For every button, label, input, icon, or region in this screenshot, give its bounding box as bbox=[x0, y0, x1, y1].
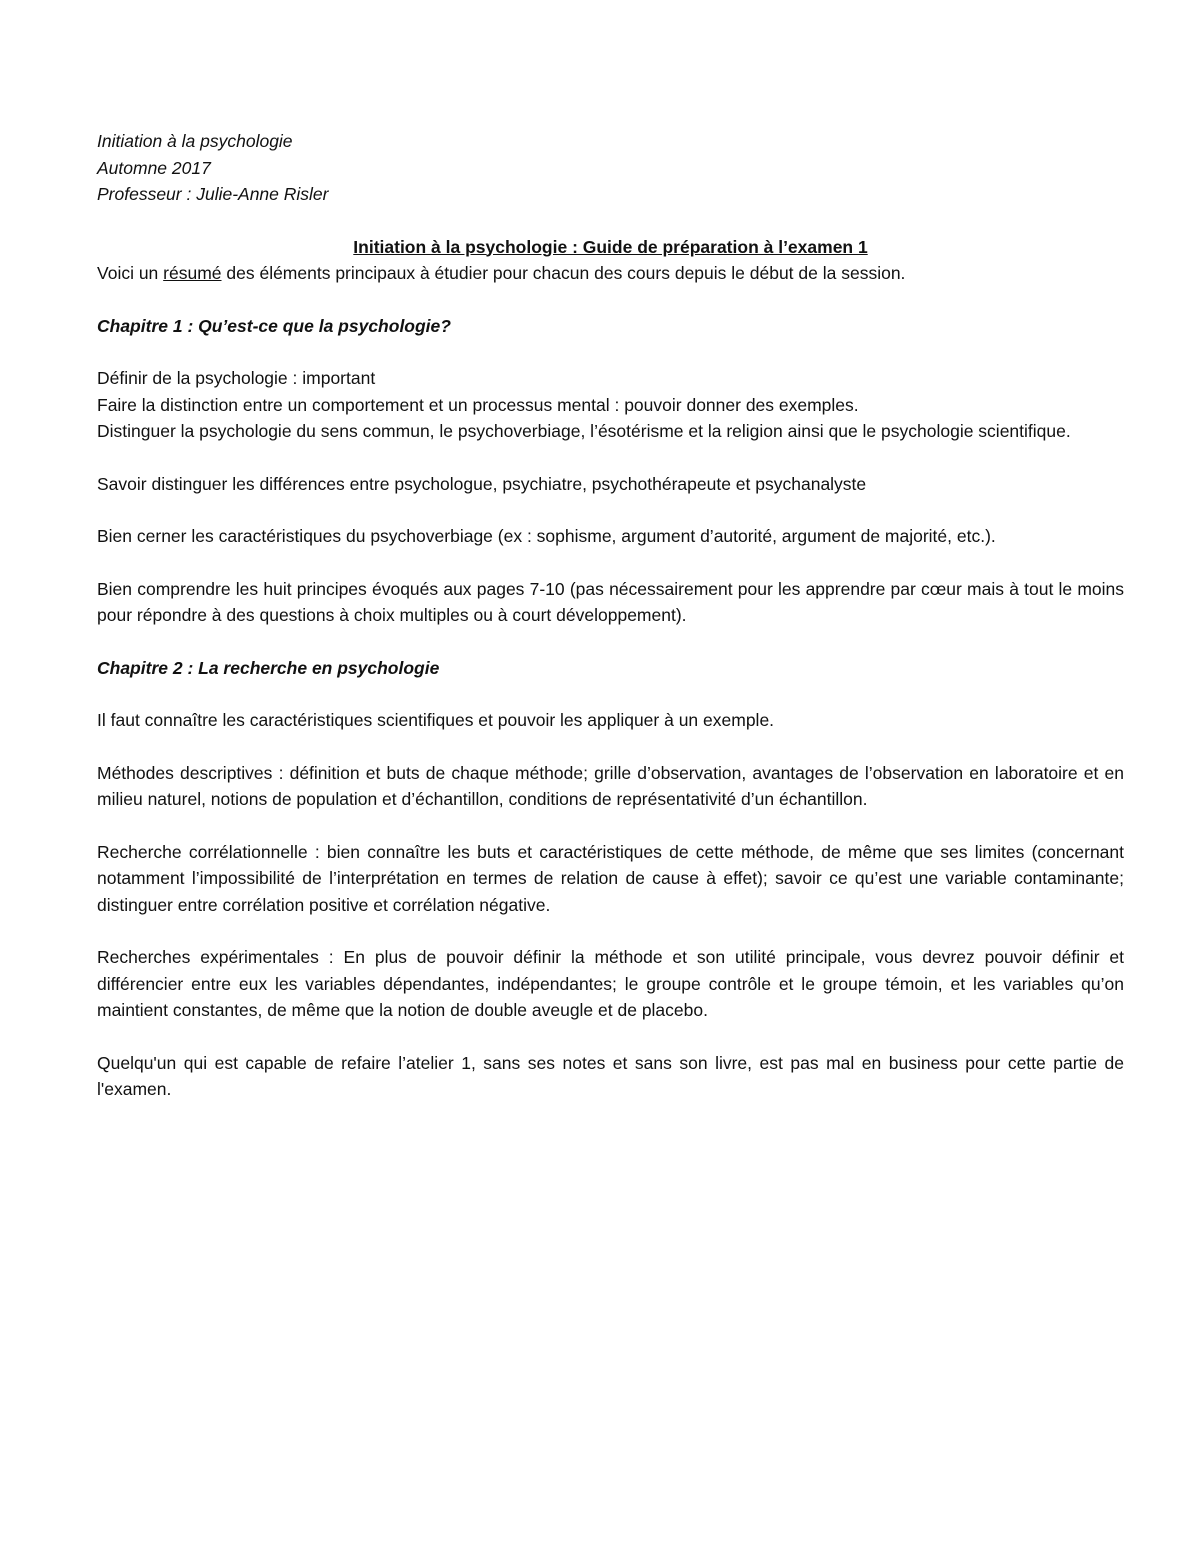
chapter-1-paragraph: Bien comprendre les huit principes évoqués aux pages 7-10 (pas nécessairement pour les apprendre par cœur mais à tout le moins pour répondre à des questions à choix multiples ou à court développement). bbox=[97, 578, 1124, 625]
chapter-2-paragraph: Il faut connaître les caractéristiques scientifiques et pouvoir les appliquer à un exemple. bbox=[97, 710, 775, 730]
chapter-1-heading: Chapitre 1 : Qu’est-ce que la psychologie? bbox=[97, 315, 451, 336]
chapter-2-paragraph: Méthodes descriptives : définition et buts de chaque méthode; grille d’observation, avantages de l’observation en laboratoire et en milieu naturel, notions de population et d’échantillon, conditions de représentativité d’un échantillon. bbox=[97, 762, 1124, 809]
chapter-1-paragraph: Définir de la psychologie : important bbox=[97, 368, 376, 388]
intro-text-before: Voici un bbox=[97, 263, 164, 283]
chapter-2-paragraph: Recherche corrélationnelle : bien connaître les buts et caractéristiques de cette méthode, de même que ses limites (concernant notamment l’impossibilité de l’interprétation en termes de relation de cause à effet); savoir ce qu’est une variable contaminante; distinguer entre corrélation positive et corrélation négative. bbox=[97, 841, 1124, 915]
term: Automne 2017 bbox=[97, 157, 211, 178]
chapter-2-heading: Chapitre 2 : La recherche en psychologie bbox=[97, 657, 440, 678]
document-page bbox=[97, 128, 1124, 1103]
chapter-2-paragraph: Recherches expérimentales : En plus de pouvoir définir la méthode et son utilité principale, vous devrez pouvoir définir et différencier entre eux les variables dépendantes, indépendantes; le groupe contrôle et le groupe témoin, et les variables qu’on maintient constantes, de même que la notion de double aveugle et de placebo. bbox=[97, 947, 1124, 1020]
course-name: Initiation à la psychologie bbox=[97, 131, 293, 151]
chapter-1-paragraph: Distinguer la psychologie du sens commun, le psychoverbiage, l’ésotérisme et la religion ainsi que le psychologie scientifique. bbox=[97, 421, 1071, 441]
chapter-2-paragraph: Quelqu'un qui est capable de refaire l’atelier 1, sans ses notes et sans son livre, est pas mal en business pour cette partie de l'examen. bbox=[97, 1052, 1124, 1099]
intro-underlined-word: résumé bbox=[163, 263, 222, 283]
chapter-1-paragraph: Savoir distinguer les différences entre psychologue, psychiatre, psychothérapeute et psychanalyste bbox=[97, 473, 867, 494]
professor: Professeur : Julie-Anne Risler bbox=[97, 184, 329, 204]
chapter-1-paragraph: Bien cerner les caractéristiques du psychoverbiage (ex : sophisme, argument d’autorité, argument de majorité, etc.). bbox=[97, 526, 996, 546]
intro-paragraph bbox=[97, 260, 1124, 287]
chapter-1-paragraph: Faire la distinction entre un comportement et un processus mental : pouvoir donner des exemples. bbox=[97, 394, 859, 415]
intro-text-after: des éléments principaux à étudier pour chacun des cours depuis le début de la session. bbox=[221, 263, 906, 283]
document-title: Initiation à la psychologie : Guide de préparation à l’examen 1 bbox=[353, 236, 868, 257]
